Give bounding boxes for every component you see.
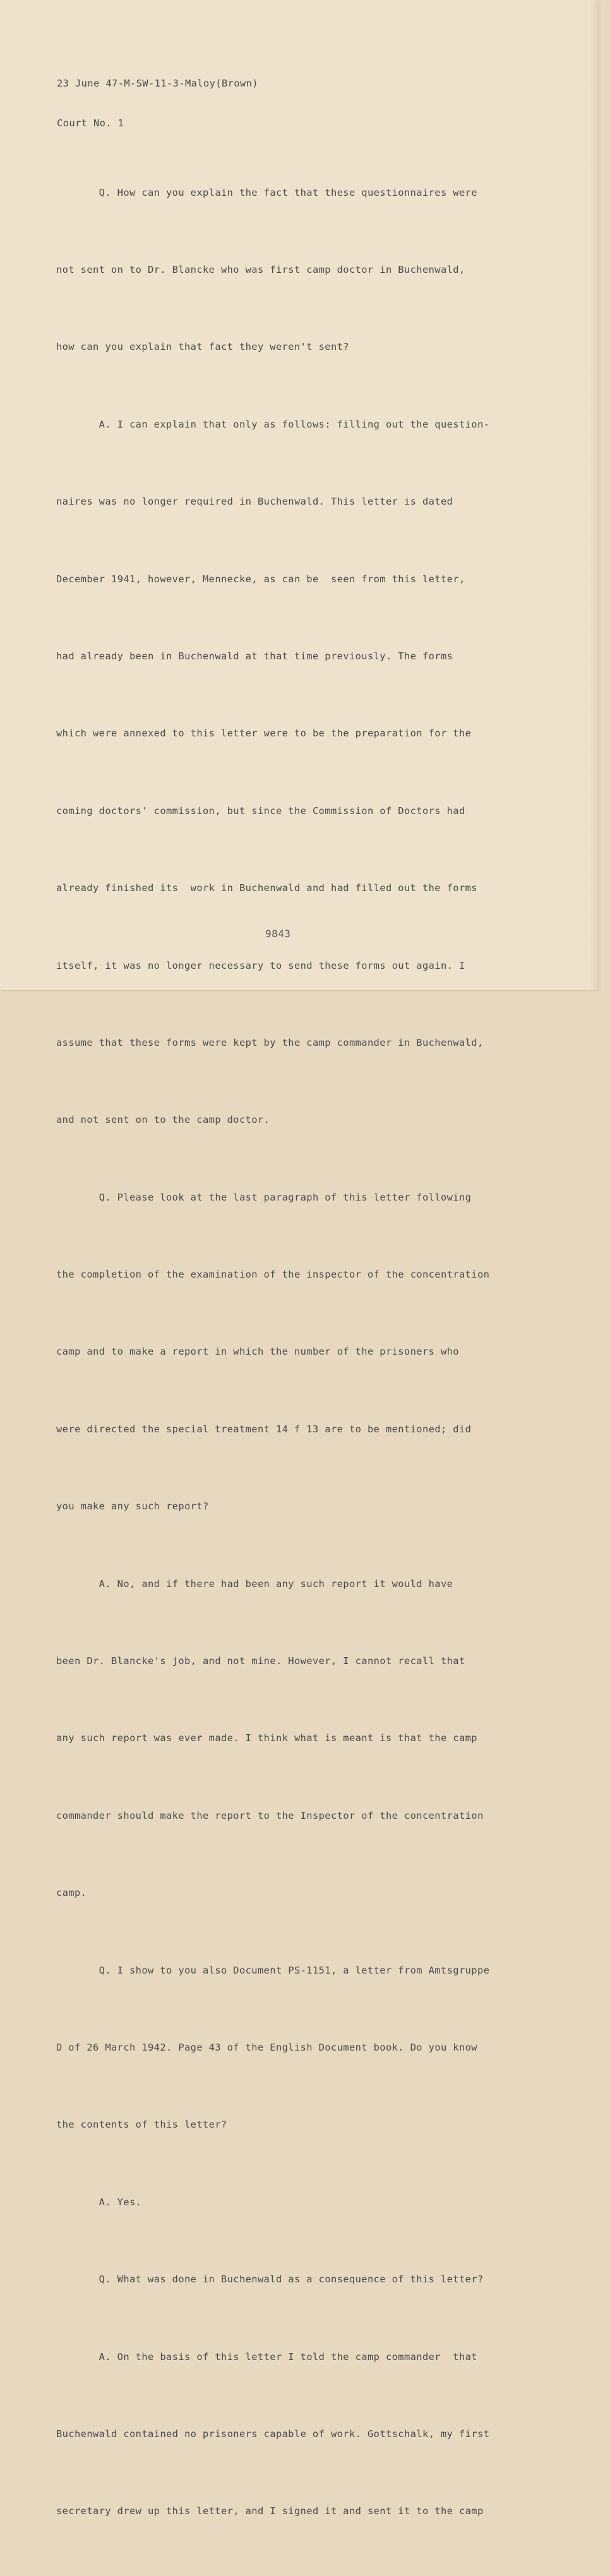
transcript-line: Q. Please look at the last paragraph of this letter following xyxy=(56,1191,472,1203)
transcript-line: how can you explain that fact they weren't sent? xyxy=(56,341,349,353)
transcript-line: camp. xyxy=(56,1887,87,1899)
transcript-line: secretary drew up this letter, and I signed it and sent it to the camp xyxy=(56,2505,484,2517)
transcript-line: which were annexed to this letter were to be the preparation for the xyxy=(56,728,472,740)
transcript-line: been Dr. Blancke's job, and not mine. However, I cannot recall that xyxy=(56,1655,465,1667)
transcript-line: December 1941, however, Mennecke, as can be seen from this letter, xyxy=(56,573,465,585)
transcript-line: D of 26 March 1942. Page 43 of the English Document book. Do you know xyxy=(56,2041,477,2053)
transcript-line: naires was no longer required in Buchenwald. This letter is dated xyxy=(56,496,453,508)
transcript-line: assume that these forms were kept by the camp commander in Buchenwald, xyxy=(56,1036,484,1048)
page-number: 9843 xyxy=(265,928,291,940)
transcript-line: Buchenwald contained no prisoners capable of work. Gottschalk, my first xyxy=(56,2428,490,2440)
header-session-line: 23 June 47-M-SW-11-3-Maloy(Brown) xyxy=(57,78,258,89)
transcript-line: Q. What was done in Buchenwald as a consequence of this letter? xyxy=(56,2273,484,2285)
transcript-body xyxy=(56,128,489,2576)
transcript-line: Q. I show to you also Document PS-1151, a letter from Amtsgruppe xyxy=(56,1964,490,1976)
transcript-line: commander should make the report to the Inspector of the concentration xyxy=(56,1809,484,1821)
transcript-line: A. I can explain that only as follows: filling out the question- xyxy=(56,418,490,430)
transcript-line: the contents of this letter? xyxy=(56,2119,227,2131)
transcript-line: and not sent on to the camp doctor. xyxy=(56,1114,270,1126)
transcript-line: had already been in Buchenwald at that time previously. The forms xyxy=(56,650,453,662)
transcript-line: camp and to make a report in which the number of the prisoners who xyxy=(56,1346,459,1358)
header-court-line: Court No. 1 xyxy=(57,117,124,129)
transcript-line: any such report was ever made. I think what is meant is that the camp xyxy=(56,1732,477,1744)
transcript-line: not sent on to Dr. Blancke who was first camp doctor in Buchenwald, xyxy=(56,263,465,275)
transcript-line: the completion of the examination of the inspector of the concentration xyxy=(56,1269,490,1281)
transcript-line: you make any such report? xyxy=(56,1501,209,1513)
transcript-line: A. Yes. xyxy=(56,2196,142,2208)
transcript-line: Q. How can you explain the fact that these questionnaires were xyxy=(56,186,477,198)
transcript-line: were directed the special treatment 14 f 13 are to be mentioned; did xyxy=(56,1423,472,1435)
transcript-line: A. No, and if there had been any such report it would have xyxy=(56,1578,453,1590)
transcript-line: already finished its work in Buchenwald and had filled out the forms xyxy=(56,882,477,894)
transcript-line: coming doctors' commission, but since the Commission of Doctors had xyxy=(56,805,465,817)
transcript-line: A. On the basis of this letter I told the camp commander that xyxy=(56,2351,477,2363)
transcript-line: itself, it was no longer necessary to send these forms out again. I xyxy=(56,959,465,971)
